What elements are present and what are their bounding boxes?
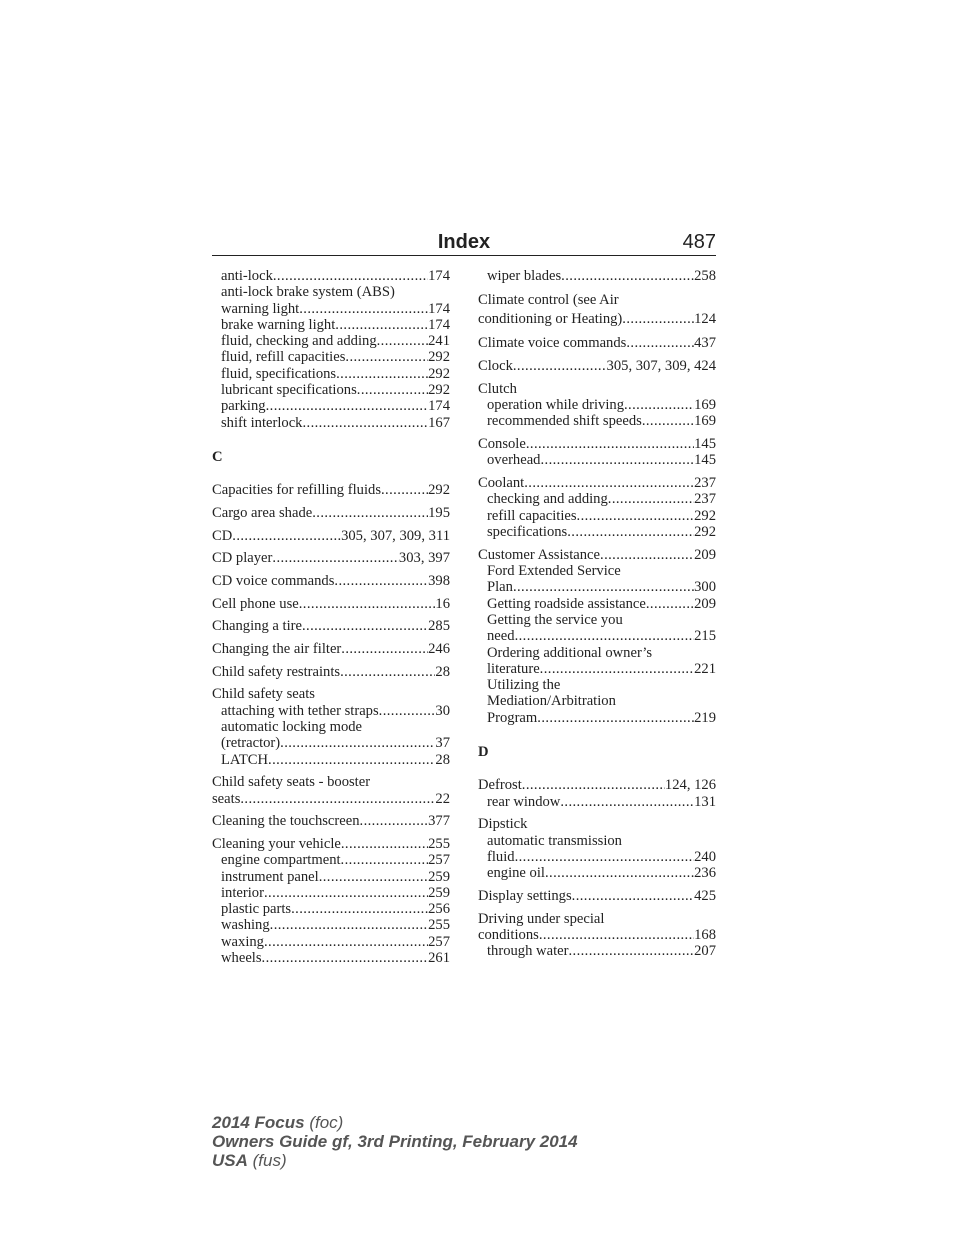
footer-line-model: 2014 Focus (foc)	[212, 1113, 344, 1132]
index-entry: literature ..... 221	[478, 661, 716, 677]
index-entry: Display settings ..... 425	[478, 888, 716, 904]
index-entry: Driving under special	[478, 910, 605, 927]
index-column-right	[478, 268, 716, 959]
page-footer	[212, 1113, 578, 1170]
index-entry: brake warning light ..... 174	[212, 317, 450, 333]
index-entry: operation while driving ..... 169	[478, 397, 716, 413]
index-entry: wiper blades ..... 258	[478, 268, 716, 284]
index-entry: Clutch	[478, 380, 517, 397]
index-column-left	[212, 268, 450, 966]
index-entry: CD ..... 305, 307, 309, 311	[212, 528, 450, 544]
section-letter-c: C	[212, 448, 223, 465]
index-entry: shift interlock ..... 167	[212, 415, 450, 431]
index-entry: engine compartment ..... 257	[212, 852, 450, 868]
index-entry: Utilizing the	[487, 677, 561, 694]
index-entry: plastic parts ..... 256	[212, 901, 450, 917]
index-entry: refill capacities ..... 292	[478, 508, 716, 524]
index-entry: conditions ..... 168	[478, 927, 716, 943]
index-entry: anti-lock ..... 174	[212, 268, 450, 284]
index-entry: CD voice commands ..... 398	[212, 573, 450, 589]
index-entry: Cargo area shade ..... 195	[212, 505, 450, 521]
index-entry: Customer Assistance ..... 209	[478, 547, 716, 563]
index-entry: Climate control (see Air	[478, 292, 619, 309]
page-title: Index	[437, 231, 491, 253]
index-entry: Cleaning your vehicle ..... 255	[212, 836, 450, 852]
index-entry: Cell phone use ..... 16	[212, 596, 450, 612]
index-entry: Getting the service you	[487, 611, 623, 628]
index-entry: automatic locking mode	[221, 719, 363, 736]
index-entry: Console ..... 145	[478, 436, 716, 452]
index-entry: Mediation/Arbitration	[487, 693, 616, 710]
index-entry: need ..... 215	[478, 628, 716, 644]
index-entry: conditioning or Heating) ..... 124	[478, 311, 716, 327]
index-entry: Defrost ..... 124, 126	[478, 777, 716, 793]
index-entry: Ford Extended Service	[487, 563, 621, 580]
index-entry: Capacities for refilling fluids ..... 292	[212, 482, 450, 498]
index-entry: instrument panel ..... 259	[212, 869, 450, 885]
index-entry: anti-lock brake system (ABS)	[221, 284, 395, 301]
index-entry: overhead ..... 145	[478, 452, 716, 468]
index-entry: wheels ..... 261	[212, 950, 450, 966]
index-entry: recommended shift speeds ..... 169	[478, 413, 716, 429]
index-entry: specifications ..... 292	[478, 524, 716, 540]
index-entry: (retractor) ..... 37	[212, 735, 450, 751]
page-header	[212, 229, 716, 256]
index-entry: washing ..... 255	[212, 917, 450, 933]
index-entry: Dipstick	[478, 816, 528, 833]
index-entry: automatic transmission	[487, 832, 622, 849]
index-entry: lubricant specifications ..... 292	[212, 382, 450, 398]
index-entry: attaching with tether straps ..... 30	[212, 703, 450, 719]
section-letter-d: D	[478, 743, 489, 760]
footer-line-region: USA (fus)	[212, 1151, 287, 1170]
index-entry: fluid ..... 240	[478, 849, 716, 865]
index-entry: fluid, specifications ..... 292	[212, 366, 450, 382]
index-entry: Child safety restraints ..... 28	[212, 664, 450, 680]
index-entry: seats ..... 22	[212, 791, 450, 807]
index-entry: rear window ..... 131	[478, 794, 716, 810]
index-entry: Changing a tire ..... 285	[212, 618, 450, 634]
page-number: 487	[682, 231, 716, 253]
index-entry: Changing the air filter ..... 246	[212, 641, 450, 657]
index-entry: Program ..... 219	[478, 710, 716, 726]
index-entry: Plan ..... 300	[478, 579, 716, 595]
index-entry: through water ..... 207	[478, 943, 716, 959]
index-entry: Ordering additional owner’s	[487, 644, 653, 661]
index-entry: Coolant ..... 237	[478, 475, 716, 491]
footer-line-guide: Owners Guide gf, 3rd Printing, February 2014	[212, 1132, 578, 1151]
index-entry: Child safety seats	[212, 686, 315, 703]
index-entry: checking and adding ..... 237	[478, 491, 716, 507]
index-entry: engine oil ..... 236	[478, 865, 716, 881]
index-entry: fluid, refill capacities ..... 292	[212, 349, 450, 365]
index-entry: CD player ..... 303, 397	[212, 550, 450, 566]
index-entry: warning light ..... 174	[212, 301, 450, 317]
index-entry: Clock ..... 305, 307, 309, 424	[478, 358, 716, 374]
index-entry: Getting roadside assistance ..... 209	[478, 596, 716, 612]
index-entry: Climate voice commands ..... 437	[478, 335, 716, 351]
index-entry: Cleaning the touchscreen ..... 377	[212, 813, 450, 829]
index-entry: fluid, checking and adding ..... 241	[212, 333, 450, 349]
index-entry: parking ..... 174	[212, 398, 450, 414]
index-entry: waxing ..... 257	[212, 934, 450, 950]
index-entry: Child safety seats - booster	[212, 774, 371, 791]
index-entry: LATCH ..... 28	[212, 752, 450, 768]
index-entry: interior ..... 259	[212, 885, 450, 901]
